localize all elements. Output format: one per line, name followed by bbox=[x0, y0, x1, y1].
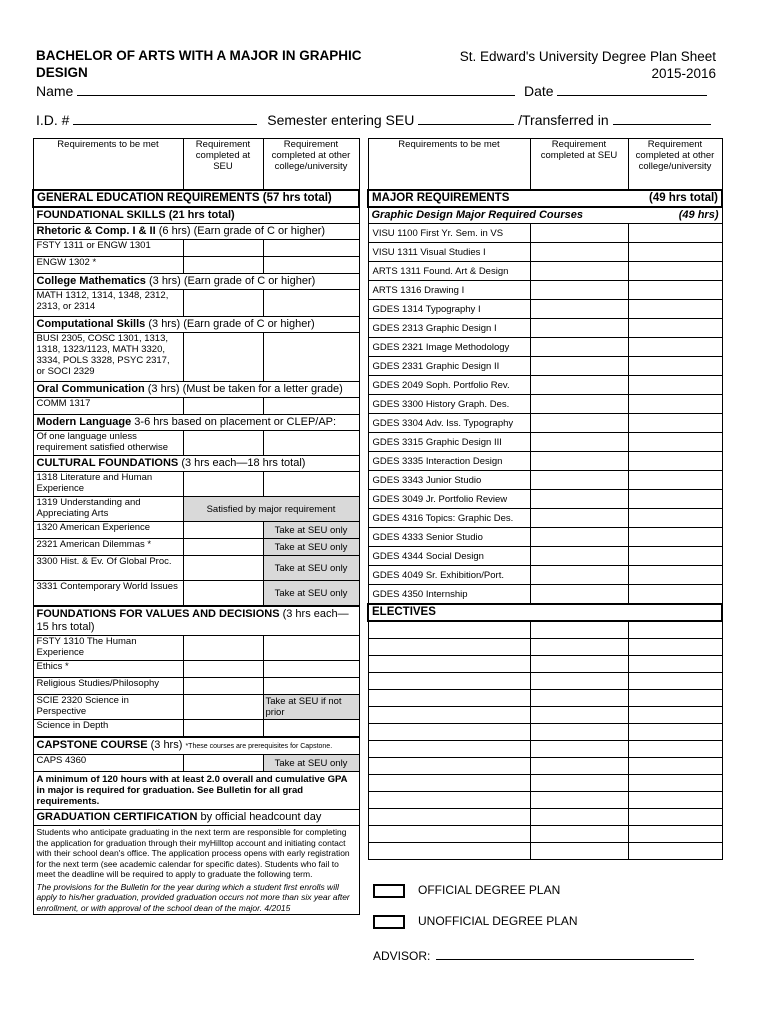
elective-course-cell[interactable] bbox=[368, 621, 530, 639]
other-cell[interactable] bbox=[628, 281, 722, 300]
table-row bbox=[33, 556, 359, 581]
graduation-text: Students who anticipate graduating in the next term are responsible for completing the application for graduation through their myHilltop account and initiating contact with their school dean's office. The application process opens with early registration for the next term (see academic calendar for specific dates). Students who fail to meet the deadline will be required to apply to graduate the following term. bbox=[33, 826, 359, 881]
elective-course-cell[interactable] bbox=[368, 843, 530, 860]
major-course-name: GDES 4333 Senior Studio bbox=[368, 528, 530, 547]
other-cell[interactable] bbox=[628, 471, 722, 490]
seu-cell[interactable] bbox=[530, 758, 628, 775]
other-cell[interactable] bbox=[628, 809, 722, 826]
table-row bbox=[368, 566, 722, 585]
id-row bbox=[36, 112, 711, 128]
name-field[interactable] bbox=[77, 83, 515, 96]
table-row bbox=[368, 224, 722, 243]
graduation-note: by official headcount day bbox=[197, 811, 322, 823]
capstone-heading bbox=[33, 737, 359, 755]
college-math-note: (3 hrs) (Earn grade of C or higher) bbox=[145, 275, 316, 287]
elective-row bbox=[368, 707, 722, 724]
other-cell[interactable] bbox=[628, 843, 722, 860]
table-row bbox=[33, 431, 359, 456]
table-row bbox=[33, 497, 359, 522]
elective-row bbox=[368, 639, 722, 656]
table-row bbox=[368, 585, 722, 605]
other-cell[interactable] bbox=[628, 452, 722, 471]
course-caps-4360: CAPS 4360 bbox=[33, 755, 183, 772]
seu-cell[interactable] bbox=[183, 661, 263, 678]
values-heading bbox=[33, 606, 359, 636]
values-note: (3 hrs each—15 hrs total) bbox=[36, 608, 349, 633]
elective-row bbox=[368, 775, 722, 792]
table-row bbox=[33, 695, 359, 720]
course-1318: 1318 Literature and Human Experience bbox=[33, 472, 183, 497]
major-course-name: ARTS 1316 Drawing I bbox=[368, 281, 530, 300]
seu-cell[interactable] bbox=[530, 656, 628, 673]
seu-cell[interactable] bbox=[530, 281, 628, 300]
university-name: St. Edward's University Degree Plan Sheet bbox=[459, 49, 716, 64]
seu-cell[interactable] bbox=[530, 338, 628, 357]
capstone-bold: CAPSTONE COURSE bbox=[36, 739, 148, 751]
other-cell[interactable] bbox=[628, 775, 722, 792]
table-row bbox=[368, 262, 722, 281]
table-row bbox=[33, 257, 359, 274]
other-cell[interactable] bbox=[263, 398, 359, 415]
seu-cell[interactable] bbox=[530, 395, 628, 414]
program-title: BACHELOR OF ARTS WITH A MAJOR IN GRAPHIC DESIGN bbox=[36, 48, 362, 80]
date-row bbox=[524, 83, 707, 99]
semester-field[interactable] bbox=[418, 112, 514, 125]
seu-cell[interactable] bbox=[183, 636, 263, 661]
seu-cell[interactable] bbox=[183, 257, 263, 274]
table-row bbox=[368, 300, 722, 319]
other-cell[interactable] bbox=[628, 673, 722, 690]
seu-cell[interactable] bbox=[530, 639, 628, 656]
rhetoric-note: (6 hrs) (Earn grade of C or higher) bbox=[155, 225, 326, 237]
seu-cell[interactable] bbox=[183, 539, 263, 556]
official-degree-plan-option[interactable] bbox=[373, 883, 560, 898]
other-cell[interactable] bbox=[628, 300, 722, 319]
course-science-depth: Science in Depth bbox=[33, 720, 183, 738]
unofficial-label: UNOFFICIAL DEGREE PLAN bbox=[418, 914, 578, 928]
seu-cell[interactable] bbox=[183, 398, 263, 415]
table-row bbox=[33, 581, 359, 607]
elective-course-cell[interactable] bbox=[368, 690, 530, 707]
elective-row bbox=[368, 758, 722, 775]
elective-row bbox=[368, 792, 722, 809]
other-cell[interactable] bbox=[628, 707, 722, 724]
col-completed-other: Requirement completed at other college/university bbox=[628, 139, 722, 191]
other-cell[interactable] bbox=[263, 333, 359, 382]
college-math-heading bbox=[33, 274, 359, 290]
seu-cell[interactable] bbox=[530, 471, 628, 490]
table-row bbox=[33, 333, 359, 382]
table-row bbox=[368, 547, 722, 566]
other-cell[interactable] bbox=[263, 472, 359, 497]
major-course-name: GDES 2049 Soph. Portfolio Rev. bbox=[368, 376, 530, 395]
seu-cell[interactable] bbox=[183, 695, 263, 720]
transferred-field[interactable] bbox=[613, 112, 711, 125]
seu-cell[interactable] bbox=[183, 522, 263, 539]
course-comm: COMM 1317 bbox=[33, 398, 183, 415]
table-row bbox=[368, 528, 722, 547]
take-at-seu-only: Take at SEU only bbox=[263, 581, 359, 607]
rhetoric-bold: Rhetoric & Comp. I & II bbox=[36, 225, 156, 237]
official-label: OFFICIAL DEGREE PLAN bbox=[418, 883, 561, 897]
take-at-seu-only: Take at SEU only bbox=[263, 539, 359, 556]
date-field[interactable] bbox=[557, 83, 707, 96]
id-field[interactable] bbox=[73, 112, 257, 125]
seu-cell[interactable] bbox=[530, 376, 628, 395]
course-scie-2320: SCIE 2320 Science in Perspective bbox=[33, 695, 183, 720]
other-cell[interactable] bbox=[628, 338, 722, 357]
elective-row bbox=[368, 809, 722, 826]
catalog-year: 2015-2016 bbox=[651, 66, 716, 81]
seu-cell[interactable] bbox=[530, 690, 628, 707]
other-cell[interactable] bbox=[628, 826, 722, 843]
col-completed-seu: Requirement completed at SEU bbox=[530, 139, 628, 191]
id-label: I.D. # bbox=[36, 112, 70, 128]
elective-row bbox=[368, 656, 722, 673]
col-requirements: Requirements to be met bbox=[368, 139, 530, 191]
seu-cell[interactable] bbox=[530, 826, 628, 843]
other-cell[interactable] bbox=[628, 433, 722, 452]
oral-note: (3 hrs) (Must be taken for a letter grade) bbox=[144, 383, 343, 395]
cultural-heading bbox=[33, 456, 359, 472]
major-course-name: GDES 2313 Graphic Design I bbox=[368, 319, 530, 338]
other-cell[interactable] bbox=[628, 758, 722, 775]
take-at-seu-only: Take at SEU only bbox=[263, 556, 359, 581]
foundational-heading: FOUNDATIONAL SKILLS (21 hrs total) bbox=[33, 207, 359, 224]
cultural-note: (3 hrs each—18 hrs total) bbox=[178, 457, 306, 469]
values-bold: FOUNDATIONS FOR VALUES AND DECISIONS bbox=[36, 608, 280, 620]
electives-list bbox=[368, 621, 722, 860]
major-course-name: GDES 3315 Graphic Design III bbox=[368, 433, 530, 452]
seu-cell[interactable] bbox=[183, 556, 263, 581]
other-cell[interactable] bbox=[628, 656, 722, 673]
other-cell[interactable] bbox=[628, 414, 722, 433]
seu-cell[interactable] bbox=[530, 319, 628, 338]
table-row bbox=[33, 720, 359, 738]
major-course-name: GDES 4316 Topics: Graphic Des. bbox=[368, 509, 530, 528]
graduation-heading bbox=[33, 810, 359, 826]
capstone-prereq-note: *These courses are prerequisites for Capstone. bbox=[185, 743, 333, 750]
seu-cell[interactable] bbox=[530, 724, 628, 741]
seu-cell[interactable] bbox=[530, 262, 628, 281]
oral-bold: Oral Communication bbox=[36, 383, 145, 395]
elective-course-cell[interactable] bbox=[368, 673, 530, 690]
seu-cell[interactable] bbox=[530, 809, 628, 826]
other-cell[interactable] bbox=[263, 661, 359, 678]
seu-cell[interactable] bbox=[530, 792, 628, 809]
major-course-name: ARTS 1311 Found. Art & Design bbox=[368, 262, 530, 281]
seu-cell[interactable] bbox=[183, 333, 263, 382]
seu-cell[interactable] bbox=[530, 357, 628, 376]
major-course-name: VISU 1100 First Yr. Sem. in VS bbox=[368, 224, 530, 243]
advisor-label: ADVISOR: bbox=[373, 949, 431, 963]
other-cell[interactable] bbox=[628, 319, 722, 338]
course-1319: 1319 Understanding and Appreciating Arts bbox=[33, 497, 183, 522]
capstone-hours: (3 hrs) bbox=[147, 739, 183, 751]
table-row bbox=[368, 414, 722, 433]
major-course-name: GDES 2321 Image Methodology bbox=[368, 338, 530, 357]
seu-cell[interactable] bbox=[530, 775, 628, 792]
other-cell[interactable] bbox=[628, 690, 722, 707]
elective-course-cell[interactable] bbox=[368, 724, 530, 741]
electives-heading: ELECTIVES bbox=[368, 604, 722, 621]
elective-course-cell[interactable] bbox=[368, 775, 530, 792]
major-course-name: GDES 3335 Interaction Design bbox=[368, 452, 530, 471]
take-at-seu-if-not-prior: Take at SEU if not prior bbox=[263, 695, 359, 720]
table-row bbox=[368, 452, 722, 471]
elective-course-cell[interactable] bbox=[368, 792, 530, 809]
course-3300: 3300 Hist. & Ev. Of Global Proc. bbox=[33, 556, 183, 581]
table-row bbox=[33, 240, 359, 257]
major-heading: MAJOR REQUIREMENTS bbox=[368, 190, 628, 207]
elective-row bbox=[368, 724, 722, 741]
column-header-row bbox=[33, 139, 359, 191]
elective-row bbox=[368, 826, 722, 843]
other-cell[interactable] bbox=[628, 509, 722, 528]
other-cell[interactable] bbox=[628, 621, 722, 639]
take-at-seu-only: Take at SEU only bbox=[263, 755, 359, 772]
elective-row bbox=[368, 621, 722, 639]
other-cell[interactable] bbox=[628, 528, 722, 547]
elective-course-cell[interactable] bbox=[368, 707, 530, 724]
major-course-name: GDES 3304 Adv. Iss. Typography bbox=[368, 414, 530, 433]
elective-course-cell[interactable] bbox=[368, 758, 530, 775]
table-row bbox=[368, 319, 722, 338]
seu-cell[interactable] bbox=[183, 678, 263, 695]
elective-course-cell[interactable] bbox=[368, 656, 530, 673]
seu-cell[interactable] bbox=[530, 566, 628, 585]
course-1320: 1320 American Experience bbox=[33, 522, 183, 539]
other-cell[interactable] bbox=[628, 741, 722, 758]
oral-heading bbox=[33, 382, 359, 398]
other-cell[interactable] bbox=[628, 724, 722, 741]
elective-row bbox=[368, 690, 722, 707]
modern-language-bold: Modern Language bbox=[36, 416, 132, 428]
unofficial-checkbox[interactable] bbox=[373, 915, 405, 929]
seu-cell[interactable] bbox=[530, 452, 628, 471]
modern-language-requirement: Of one language unless requirement satisfied otherwise bbox=[33, 431, 183, 456]
other-cell[interactable] bbox=[263, 678, 359, 695]
table-row bbox=[368, 509, 722, 528]
seu-cell[interactable] bbox=[530, 509, 628, 528]
elective-course-cell[interactable] bbox=[368, 809, 530, 826]
seu-cell[interactable] bbox=[183, 720, 263, 738]
other-cell[interactable] bbox=[263, 720, 359, 738]
seu-cell[interactable] bbox=[530, 490, 628, 509]
seu-cell[interactable] bbox=[183, 431, 263, 456]
seu-cell[interactable] bbox=[183, 240, 263, 257]
table-row bbox=[33, 522, 359, 539]
course-religious-studies: Religious Studies/Philosophy bbox=[33, 678, 183, 695]
seu-cell[interactable] bbox=[530, 547, 628, 566]
column-header-row bbox=[368, 139, 722, 191]
course-engw: ENGW 1302 * bbox=[33, 257, 183, 274]
other-cell[interactable] bbox=[628, 585, 722, 605]
gen-ed-heading: GENERAL EDUCATION REQUIREMENTS (57 hrs total) bbox=[33, 190, 359, 207]
major-course-list bbox=[368, 224, 722, 605]
other-cell[interactable] bbox=[628, 490, 722, 509]
other-cell[interactable] bbox=[628, 262, 722, 281]
other-cell[interactable] bbox=[628, 376, 722, 395]
course-math: MATH 1312, 1314, 1348, 2312, 2313, or 2314 bbox=[33, 290, 183, 317]
major-hours: (49 hrs total) bbox=[628, 190, 722, 207]
table-row bbox=[368, 243, 722, 262]
other-cell[interactable] bbox=[628, 243, 722, 262]
seu-cell[interactable] bbox=[183, 472, 263, 497]
name-label: Name bbox=[36, 83, 74, 99]
college-math-bold: College Mathematics bbox=[36, 275, 146, 287]
table-row bbox=[368, 471, 722, 490]
take-at-seu-only: Take at SEU only bbox=[263, 522, 359, 539]
semester-label: Semester entering SEU bbox=[267, 112, 415, 128]
general-education-table bbox=[32, 138, 360, 915]
provisions-text: The provisions for the Bulletin for the year during which a student first enrolls will apply to his/her graduation, provided graduation occurs not more than six year after enrollment, or with approval of the school dean of the major. 4/2015 bbox=[33, 881, 359, 915]
elective-row bbox=[368, 843, 722, 860]
seu-cell[interactable] bbox=[530, 528, 628, 547]
table-row bbox=[33, 398, 359, 415]
other-cell[interactable] bbox=[263, 431, 359, 456]
seu-cell[interactable] bbox=[183, 290, 263, 317]
cultural-bold: CULTURAL FOUNDATIONS bbox=[36, 457, 179, 469]
other-cell[interactable] bbox=[628, 357, 722, 376]
rhetoric-heading bbox=[33, 224, 359, 240]
other-cell[interactable] bbox=[628, 547, 722, 566]
table-row bbox=[368, 490, 722, 509]
table-row bbox=[33, 539, 359, 556]
other-cell[interactable] bbox=[628, 395, 722, 414]
other-cell[interactable] bbox=[263, 290, 359, 317]
table-row bbox=[368, 357, 722, 376]
official-checkbox[interactable] bbox=[373, 884, 405, 898]
advisor-row bbox=[373, 947, 694, 963]
transferred-label: /Transferred in bbox=[518, 112, 609, 128]
major-course-name: VISU 1311 Visual Studies I bbox=[368, 243, 530, 262]
name-row bbox=[36, 83, 515, 99]
modern-language-note: 3-6 hrs based on placement or CLEP/AP: bbox=[131, 416, 337, 428]
major-course-name: GDES 3300 History Graph. Des. bbox=[368, 395, 530, 414]
seu-cell[interactable] bbox=[183, 581, 263, 607]
other-cell[interactable] bbox=[628, 639, 722, 656]
table-row bbox=[33, 472, 359, 497]
other-cell[interactable] bbox=[263, 257, 359, 274]
seu-cell[interactable] bbox=[530, 673, 628, 690]
gd-courses-hours: (49 hrs) bbox=[628, 207, 722, 224]
major-course-name: GDES 3343 Junior Studio bbox=[368, 471, 530, 490]
elective-row bbox=[368, 673, 722, 690]
table-row bbox=[33, 755, 359, 772]
major-course-name: GDES 1314 Typography I bbox=[368, 300, 530, 319]
table-row bbox=[33, 678, 359, 695]
course-fsty-engw: FSTY 1311 or ENGW 1301 bbox=[33, 240, 183, 257]
col-completed-seu: Requirement completed at SEU bbox=[183, 139, 263, 191]
other-cell[interactable] bbox=[628, 792, 722, 809]
gd-courses-heading: Graphic Design Major Required Courses bbox=[368, 207, 628, 224]
seu-cell[interactable] bbox=[530, 621, 628, 639]
seu-cell[interactable] bbox=[530, 741, 628, 758]
other-cell[interactable] bbox=[628, 566, 722, 585]
major-course-name: GDES 4049 Sr. Exhibition/Port. bbox=[368, 566, 530, 585]
seu-cell[interactable] bbox=[530, 433, 628, 452]
course-computational: BUSI 2305, COSC 1301, 1313, 1318, 1323/1123, MATH 3320, 3334, POLS 3328, PSYC 2317, or SOCI 2329 bbox=[33, 333, 183, 382]
other-cell[interactable] bbox=[263, 636, 359, 661]
table-row bbox=[33, 290, 359, 317]
table-row bbox=[368, 281, 722, 300]
major-requirements-table bbox=[367, 138, 723, 860]
computational-heading bbox=[33, 317, 359, 333]
other-cell[interactable] bbox=[263, 240, 359, 257]
major-course-name: GDES 2331 Graphic Design II bbox=[368, 357, 530, 376]
course-3331: 3331 Contemporary World Issues bbox=[33, 581, 183, 607]
major-course-name: GDES 4344 Social Design bbox=[368, 547, 530, 566]
course-2321: 2321 American Dilemmas * bbox=[33, 539, 183, 556]
seu-cell[interactable] bbox=[530, 224, 628, 243]
elective-row bbox=[368, 741, 722, 758]
computational-bold: Computational Skills bbox=[36, 318, 146, 330]
modern-language-heading bbox=[33, 415, 359, 431]
elective-course-cell[interactable] bbox=[368, 639, 530, 656]
graduation-bold: GRADUATION CERTIFICATION bbox=[36, 811, 198, 823]
table-row bbox=[368, 433, 722, 452]
computational-note: (3 hrs) (Earn grade of C or higher) bbox=[145, 318, 315, 330]
seu-cell[interactable] bbox=[530, 414, 628, 433]
other-cell[interactable] bbox=[628, 224, 722, 243]
table-row bbox=[33, 661, 359, 678]
table-row bbox=[368, 376, 722, 395]
seu-cell[interactable] bbox=[530, 243, 628, 262]
minimum-hours-note: A minimum of 120 hours with at least 2.0 overall and cumulative GPA in major is required for graduation. See Bulletin for all grad requirements. bbox=[33, 772, 359, 810]
col-requirements: Requirements to be met bbox=[33, 139, 183, 191]
seu-cell[interactable] bbox=[530, 707, 628, 724]
advisor-field[interactable] bbox=[436, 947, 694, 960]
satisfied-by-major: Satisfied by major requirement bbox=[183, 497, 359, 522]
unofficial-degree-plan-option[interactable] bbox=[373, 914, 578, 929]
seu-cell[interactable] bbox=[530, 300, 628, 319]
seu-cell[interactable] bbox=[183, 755, 263, 772]
university-heading bbox=[460, 48, 716, 82]
elective-course-cell[interactable] bbox=[368, 741, 530, 758]
table-row bbox=[368, 338, 722, 357]
col-completed-other: Requirement completed at other college/university bbox=[263, 139, 359, 191]
elective-course-cell[interactable] bbox=[368, 826, 530, 843]
seu-cell[interactable] bbox=[530, 843, 628, 860]
table-row bbox=[33, 636, 359, 661]
course-ethics: Ethics * bbox=[33, 661, 183, 678]
major-course-name: GDES 3049 Jr. Portfolio Review bbox=[368, 490, 530, 509]
seu-cell[interactable] bbox=[530, 585, 628, 605]
major-course-name: GDES 4350 Internship bbox=[368, 585, 530, 605]
course-fsty-1310: FSTY 1310 The Human Experience bbox=[33, 636, 183, 661]
table-row bbox=[368, 395, 722, 414]
date-label: Date bbox=[524, 83, 554, 99]
